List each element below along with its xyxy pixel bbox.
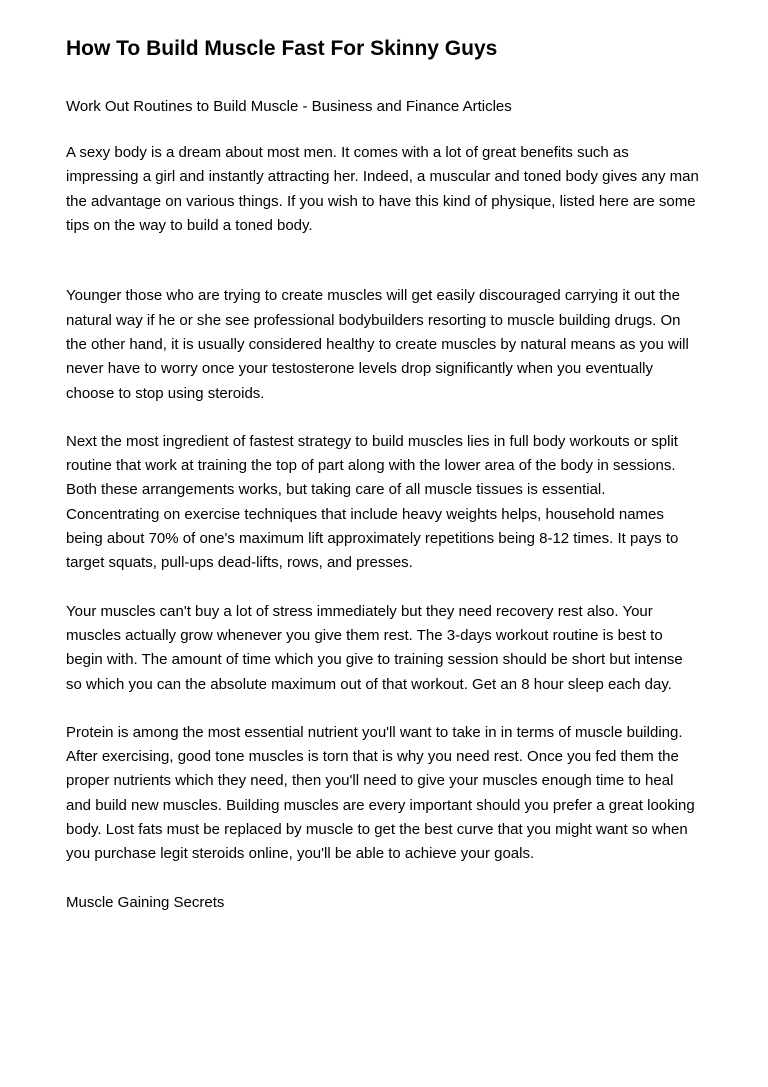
footer-text: Muscle Gaining Secrets — [66, 893, 225, 911]
page-subtitle: Work Out Routines to Build Muscle - Business and Finance Articles — [66, 98, 512, 116]
paragraph-workouts: Next the most ingredient of fastest strategy to build muscles lies in full body workouts or split routine that work at training the top of part along with the lower area of the body in sessions. Both these arrangements works, but taking care of all muscle tissues is essential. Concentrating on exercise techniques that include heavy weights helps, household names being about 70% of one's maximum lift approximately repetitions being 8-12 times. It pays to target squats, pull-ups dead-lifts, rows, and presses. — [66, 432, 679, 572]
page-title: How To Build Muscle Fast For Skinny Guys — [66, 37, 498, 60]
paragraph-intro: A sexy body is a dream about most men. It comes with a lot of great benefits such as impressing a girl and instantly attracting her. Indeed, a muscular and toned body gives any man the advantage on various things. If you wish to have this kind of physique, listed here are some tips on the way to build a toned body. — [66, 144, 699, 235]
paragraph-protein: Protein is among the most essential nutrient you'll want to take in in terms of muscle building. After exercising, good tone muscles is torn that is why you need rest. Once you fed them the proper nutrients which they need, then you'll need to give your muscles enough time to heal and build new muscles. Building muscles are every important should you prefer a great looking body. Lost fats must be replaced by muscle to get the best curve that you might want so when you purchase legit steroids online, you'll be able to achieve your goals. — [66, 723, 695, 863]
paragraph-recovery: Your muscles can't buy a lot of stress immediately but they need recovery rest also. Your muscles actually grow whenever you give them rest. The 3-days workout routine is best to begin with. The amount of time which you give to training session should be short but intense so which you can the absolute maximum out of that workout. Get an 8 hour sleep each day. — [66, 602, 683, 693]
paragraph-natural-way: Younger those who are trying to create muscles will get easily discouraged carrying it out the natural way if he or she see professional bodybuilders resorting to muscle building drugs. On the other hand, it is usually considered healthy to create muscles by natural means as you will never have to worry once your testosterone levels drop significantly when you eventually choose to stop using steroids. — [66, 287, 689, 402]
